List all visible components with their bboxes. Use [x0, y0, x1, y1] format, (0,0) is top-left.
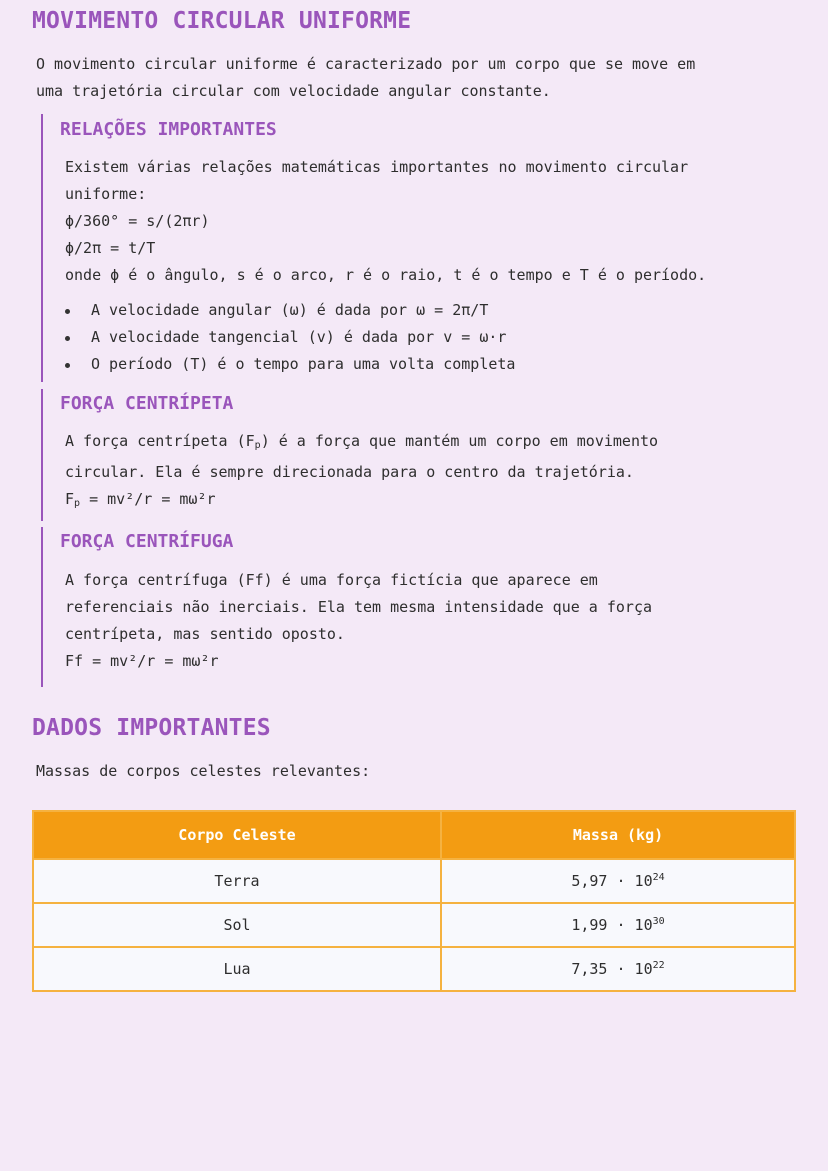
intro-paragraph: [36, 51, 695, 105]
table-header-row: [33, 811, 795, 859]
mass-cell: $1,99 \cdot 10^{30}$: [441, 903, 795, 947]
column-header: Corpo Celeste: [33, 811, 441, 859]
body-cell: Lua: [33, 947, 441, 991]
body-cell: Terra: [33, 859, 441, 903]
bullet-list: [65, 297, 706, 378]
mass-cell: $7,35 \cdot 10^{22}$: [441, 947, 795, 991]
text-line: A força centrípeta $(F_p)$ é a força que mantém um corpo em movimento: [65, 432, 659, 451]
text-line: Existem várias relações matemáticas importantes no movimento circular: [65, 158, 689, 176]
table-row: [33, 947, 795, 991]
column-header: Massa (kg): [441, 811, 795, 859]
formula-line: ϕ/360° = s/(2πr): [65, 212, 210, 230]
text-line: centrípeta, mas sentido oposto.: [65, 625, 345, 643]
section-title-dados: DADOS IMPORTANTES: [32, 715, 271, 741]
mass-table: [32, 810, 796, 992]
formula-line: Ff = mv²/r = mω²r: [65, 652, 219, 670]
text-line: referenciais não inerciais. Ela tem mesma intensidade que a força: [65, 598, 652, 616]
section-body: [65, 567, 652, 675]
text-line: A força centrífuga (Ff) é uma força fictícia que aparece em: [65, 571, 598, 589]
section-body: [65, 428, 658, 517]
section-relacoes: [41, 114, 803, 382]
intro-line: uma trajetória circular com velocidade angular constante.: [36, 82, 551, 100]
formula-line: ϕ/2π = t/T: [65, 239, 156, 257]
table-row: [33, 903, 795, 947]
section-heading: FORÇA CENTRÍPETA: [60, 393, 234, 414]
page-title: MOVIMENTO CIRCULAR UNIFORME: [32, 8, 412, 34]
list-item: A velocidade tangencial (v) é dada por v = ω·r: [65, 324, 706, 351]
section-body: [65, 154, 706, 378]
text-line: circular. Ela é sempre direcionada para o centro da trajetória.: [65, 463, 634, 481]
list-item: O período (T) é o tempo para uma volta completa: [65, 351, 706, 378]
section-centripeta: [41, 389, 803, 521]
mass-cell: $5,97 \cdot 10^{24}$: [441, 859, 795, 903]
section-heading: RELAÇÕES IMPORTANTES: [60, 119, 277, 140]
intro-line: O movimento circular uniforme é caracterizado por um corpo que se move em: [36, 55, 696, 73]
section-centrifuga: [41, 527, 803, 687]
table-caption: Massas de corpos celestes relevantes:: [36, 762, 371, 780]
formula-line: $F_p = mv^2/r = m\omega^2r$: [65, 490, 216, 509]
table-row: [33, 859, 795, 903]
text-line: onde ϕ é o ângulo, s é o arco, r é o raio, t é o tempo e T é o período.: [65, 266, 707, 284]
text-line: uniforme:: [65, 185, 147, 203]
list-item: A velocidade angular (ω) é dada por ω = 2π/T: [65, 297, 706, 324]
section-heading: FORÇA CENTRÍFUGA: [60, 531, 234, 552]
body-cell: Sol: [33, 903, 441, 947]
